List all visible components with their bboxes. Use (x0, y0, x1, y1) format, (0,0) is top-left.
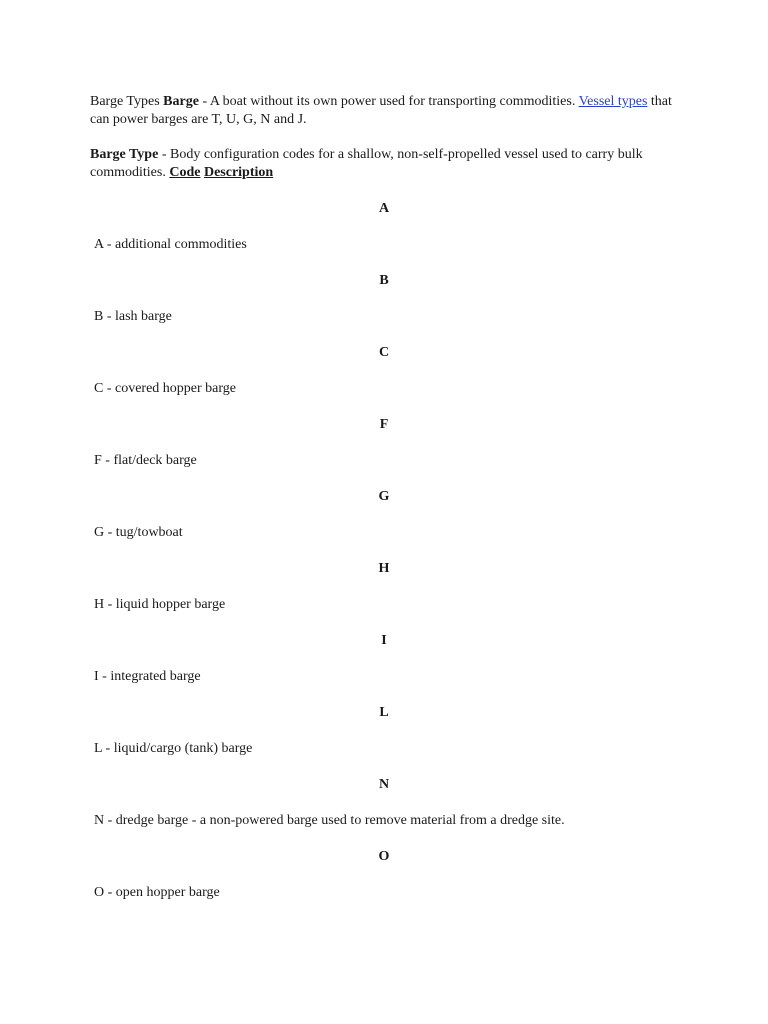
intro-rest: that can power barges are T, U, G, N and J. (90, 94, 672, 127)
code-letter: H (378, 561, 390, 576)
barge-type-definition: - Body configuration codes for a shallow, non-self-propelled vessel used to carry bulk commodities. (90, 147, 643, 180)
code-entry-h (90, 560, 680, 614)
code-description: I - integrated barge (94, 669, 201, 684)
vessel-types-link[interactable]: Vessel types (578, 94, 648, 109)
code-letter: L (379, 705, 389, 720)
code-letter: N (378, 777, 390, 792)
code-entry-l (90, 704, 680, 758)
code-description: H - liquid hopper barge (94, 597, 226, 612)
code-letter: A (378, 201, 390, 216)
code-list (90, 200, 680, 902)
code-description: O - open hopper barge (94, 885, 220, 900)
code-entry-b (90, 272, 680, 326)
code-letter: B (379, 273, 389, 288)
code-entry-n (90, 776, 680, 830)
barge-type-term: Barge Type (90, 147, 159, 162)
code-description: F - flat/deck barge (94, 453, 197, 468)
code-column-header: Code (169, 165, 201, 180)
document-body (90, 93, 680, 920)
code-description: G - tug/towboat (94, 525, 183, 540)
code-description: N - dredge barge - a non-powered barge used to remove material from a dredge site. (94, 813, 565, 828)
code-letter: I (381, 633, 387, 648)
intro-paragraph (90, 93, 680, 129)
code-entry-a (90, 200, 680, 254)
code-description: C - covered hopper barge (94, 381, 237, 396)
barge-type-paragraph (90, 146, 680, 182)
intro-lead: Barge Types (90, 94, 160, 109)
barge-term: Barge (163, 94, 199, 109)
code-letter: G (378, 489, 390, 504)
code-entry-f (90, 416, 680, 470)
code-description: A - additional commodities (94, 237, 247, 252)
code-entry-i (90, 632, 680, 686)
barge-definition: - A boat without its own power used for transporting commodities. (198, 94, 579, 109)
code-entry-g (90, 488, 680, 542)
code-description: L - liquid/cargo (tank) barge (94, 741, 253, 756)
code-entry-c (90, 344, 680, 398)
code-letter: F (379, 417, 389, 432)
code-letter: O (378, 849, 390, 864)
code-entry-o (90, 848, 680, 902)
description-column-header: Description (203, 165, 274, 180)
code-letter: C (378, 345, 390, 360)
code-description: B - lash barge (94, 309, 172, 324)
